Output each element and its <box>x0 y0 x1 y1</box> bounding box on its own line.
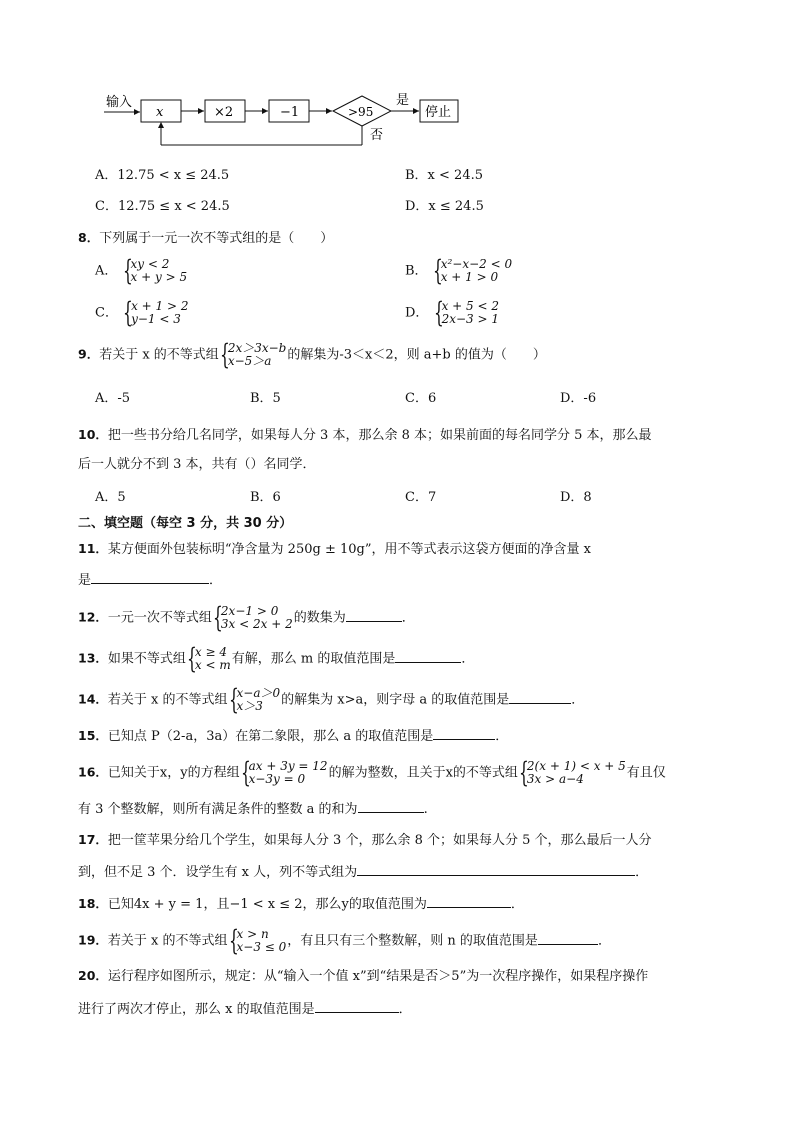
question-13: 13．如果不等式组 { x ≥ 4 x < m 有解，那么 m 的取值范围是 ． <box>78 642 475 675</box>
flow-no-label: 否 <box>370 128 384 143</box>
q11-answer-blank[interactable] <box>91 569 209 584</box>
section-fill-in-blank-heading: 二、填空题（每空 3 分，共 30 分） <box>78 516 293 531</box>
q8-option-c: C． { x + 1 > 2 y−1 < 3 <box>95 296 189 329</box>
question-17-line2: 到，但不足 3 个．设学生有 x 人，列不等式组为 ． <box>78 861 648 883</box>
q9-option-b: B．5 <box>250 391 281 406</box>
q18-answer-blank[interactable] <box>427 893 511 908</box>
q8-number: 8． <box>78 230 100 245</box>
q16-answer-blank[interactable] <box>358 798 424 813</box>
q13-answer-blank[interactable] <box>395 648 461 663</box>
question-8 <box>78 228 333 249</box>
q8-text: 下列属于一元一次不等式组的是（ ） <box>99 231 334 246</box>
q10-option-b: B．6 <box>250 490 281 505</box>
question-10-line1: 10．把一些书分给几名同学，如果每人分 3 本，那么余 8 本；如果前面的每名同学分 5 本，那么最 <box>78 427 652 443</box>
question-10-line2: 后一人就分不到 3 本，共有（）名同学． <box>78 457 316 472</box>
question-20-line1: 20．运行程序如图所示，规定：从“输入一个值 x”到“结果是否＞5”为一次程序操作，如果程序操作 <box>78 968 649 984</box>
flow-input-label: 输入 <box>106 95 133 110</box>
q14-answer-blank[interactable] <box>509 689 571 704</box>
q20-answer-blank[interactable] <box>315 998 399 1013</box>
q15-answer-blank[interactable] <box>433 725 495 740</box>
q17-answer-blank[interactable] <box>357 861 635 876</box>
question-18: 18．已知4x + y = 1，且−1 < x ≤ 2，那么y的取值范围为 ． <box>78 893 524 915</box>
q7-option-c: C．12.75 ≤ x < 24.5 <box>95 199 230 214</box>
q19-answer-blank[interactable] <box>538 930 598 945</box>
svg-text:−1: −1 <box>280 105 300 120</box>
svg-text:×2: ×2 <box>214 105 234 120</box>
question-9: 9．若关于 x 的不等式组 { 2x＞3x−b x−5＞a 的解集为-3＜x＜2，则 a+b 的值为（ ） <box>78 338 546 371</box>
svg-text:>95: >95 <box>348 105 374 119</box>
q7-option-b: B．x < 24.5 <box>405 168 483 183</box>
question-11-line1: 11．某方便面外包装标明“净含量为 250g ± 10g”，用不等式表示这袋方便面的净含量 x <box>78 541 591 557</box>
question-19: 19．若关于 x 的不等式组 { x > n x−3 ≤ 0 ，有且只有三个整数解，则 n 的取值范围是 ． <box>78 924 611 957</box>
question-15: 15．已知点 P（2-a，3a）在第二象限，那么 a 的取值范围是 ． <box>78 725 508 747</box>
q10-option-d: D．8 <box>560 490 592 505</box>
svg-text:x: x <box>156 105 164 120</box>
q9-option-d: D．-6 <box>560 391 597 406</box>
question-12: 12．一元一次不等式组 { 2x−1 > 0 3x < 2x + 2 的数集为 ． <box>78 601 415 634</box>
q9-option-c: C．6 <box>405 391 437 406</box>
svg-text:停止: 停止 <box>425 105 452 120</box>
question-17-line1: 17．把一筐苹果分给几个学生，如果每人分 3 个，那么余 8 个；如果每人分 5 个，那么最后一人分 <box>78 832 652 848</box>
q7-option-d: D．x ≤ 24.5 <box>405 199 484 214</box>
flow-yes-label: 是 <box>396 93 410 108</box>
question-16-line1: 16．已知关于x，y的方程组 { ax + 3y = 12 x−3y = 0 的解为整数，且关于x的不等式组 { 2(x + 1) < x + 5 3x > a−4 有且仅 <box>78 756 666 789</box>
question-20-line2: 进行了两次才停止，那么 x 的取值范围是 ． <box>78 998 412 1020</box>
q10-option-a: A．5 <box>95 490 126 505</box>
q10-option-c: C．7 <box>405 490 437 505</box>
program-flowchart <box>100 88 470 148</box>
q7-option-a: A．12.75 < x ≤ 24.5 <box>95 168 230 183</box>
q8-option-d: D． { x + 5 < 2 2x−3 > 1 <box>405 296 499 329</box>
q8-option-a: A． { xy < 2 x + y > 5 <box>95 254 188 287</box>
question-11-line2: 是 ． <box>78 569 222 591</box>
question-16-line2: 有 3 个整数解，则所有满足条件的整数 a 的和为 . <box>78 798 428 820</box>
question-14: 14．若关于 x 的不等式组 { x−a＞0 x＞3 的解集为 x>a，则字母 a 的取值范围是 ． <box>78 683 585 716</box>
q12-answer-blank[interactable] <box>346 607 402 622</box>
q8-option-b: B． { x²−x−2 < 0 x + 1 > 0 <box>405 254 513 287</box>
q9-option-a: A．-5 <box>95 391 131 406</box>
